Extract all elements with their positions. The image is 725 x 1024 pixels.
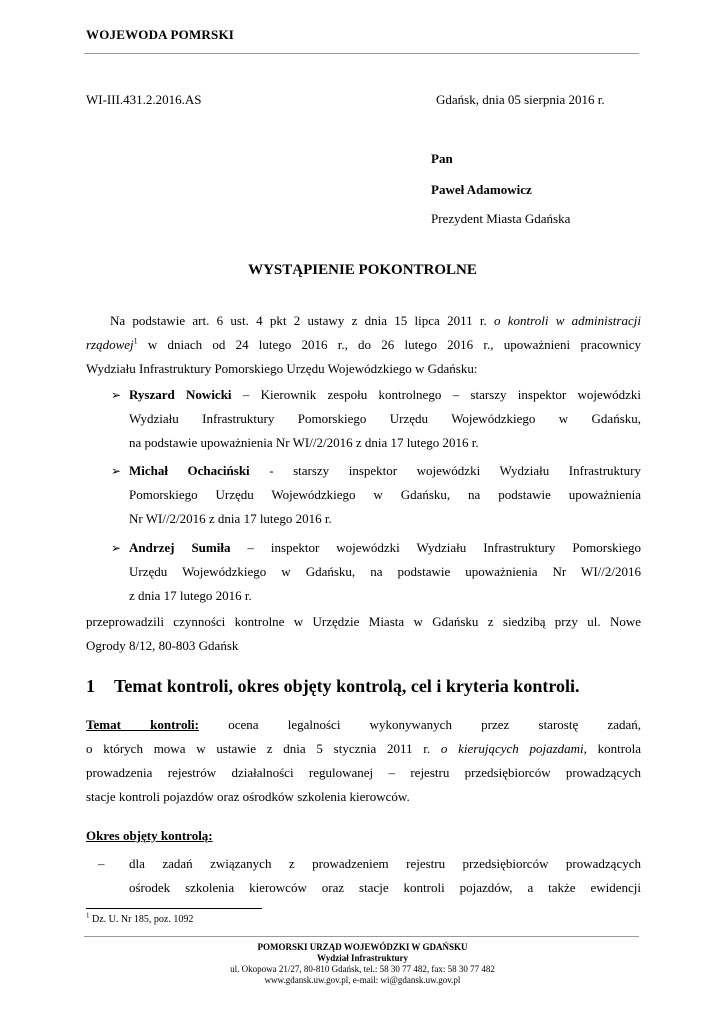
footer-contact: www.gdansk.uw.gov.pl, e-mail: wi@gdansk.uw.gov.pl	[264, 975, 461, 985]
intro-act-title: o kontroli w administracji	[493, 313, 641, 328]
inspector-role: - starszy inspektor wojewódzki Wydziału Infrastruktury	[249, 463, 641, 478]
topic-text-3: , kontrola	[583, 741, 641, 756]
footer-department: Wydział Infrastruktury	[317, 953, 408, 963]
inspector-line-1	[129, 383, 641, 407]
footnote-mark: 1	[86, 911, 90, 920]
document-title: WYSTĄPIENIE POKONTROLNE	[248, 262, 477, 278]
inspector-role: – Kierownik zespołu kontrolnego – starszy inspektor wojewódzki	[231, 387, 641, 402]
topic-paragraph	[86, 713, 641, 809]
recipient-salutation: Pan	[431, 151, 453, 166]
footnote-text: Dz. U. Nr 185, poz. 1092	[89, 914, 194, 925]
inspector-line-1	[129, 536, 641, 560]
footnote-separator	[86, 908, 262, 909]
footer-divider	[84, 936, 639, 937]
recipient-name: Paweł Adamowicz	[431, 182, 532, 197]
arrow-bullet-icon: ➢	[111, 464, 122, 478]
topic-act-title: o kierujących pojazdami	[440, 741, 584, 756]
intro-act-title-end: rządowej	[86, 337, 134, 352]
reference-number: WI-III.431.2.2016.AS	[86, 92, 202, 107]
place-date: Gdańsk, dnia 05 sierpnia 2016 r.	[436, 92, 605, 107]
intro-text-2: w dniach od 24 lutego 2016 r., do 26 lutego 2016 r., upoważnieni pracownicy	[137, 337, 641, 352]
inspector-line-2: Pomorskiego Urzędu Wojewódzkiego w Gdańsku, na podstawie upoważnienia	[129, 487, 641, 502]
period-line-2: ośrodek szkolenia kierowców oraz stacje kontroli pojazdów, a także ewidencji	[129, 880, 641, 895]
section-heading	[86, 676, 580, 697]
topic-text: ocena legalności wykonywanych przez starostę zadań,	[199, 717, 641, 732]
intro-paragraph	[86, 309, 641, 381]
intro-line-1	[86, 309, 641, 333]
arrow-bullet-icon: ➢	[111, 388, 122, 402]
issuing-authority: WOJEWODA POMRSKI	[86, 27, 235, 42]
topic-line-2	[86, 737, 641, 761]
intro-line-3: Wydziału Infrastruktury Pomorskiego Urzędu Wojewódzkiego w Gdańsku:	[86, 361, 478, 376]
dash-bullet-icon: –	[98, 856, 105, 871]
conducted-line-1: przeprowadzili czynności kontrolne w Urzędzie Miasta w Gdańsku z siedzibą przy ul. Nowe	[86, 614, 641, 629]
section-title: Temat kontroli, okres objęty kontrolą, cel i kryteria kontroli.	[114, 676, 580, 696]
conducted-line-2: Ogrody 8/12, 80-803 Gdańsk	[86, 638, 239, 653]
inspector-line-2: Urzędu Wojewódzkiego w Gdańsku, na podstawie upoważnienia Nr WI//2/2016	[129, 564, 641, 579]
inspector-name: Michał Ochaciński	[129, 463, 250, 478]
recipient-position: Prezydent Miasta Gdańska	[431, 211, 571, 226]
arrow-bullet-icon: ➢	[111, 541, 122, 555]
inspector-line-1	[129, 459, 641, 483]
inspector-line-3: na podstawie upoważnienia Nr WI//2/2016 z dnia 17 lutego 2016 r.	[129, 435, 479, 450]
footnote	[86, 911, 194, 925]
topic-text-2: o których mowa w ustawie z dnia 5 stycznia 2011 r.	[86, 741, 441, 756]
intro-text: Na podstawie art. 6 ust. 4 pkt 2 ustawy z dnia 15 lipca 2011 r.	[110, 313, 494, 328]
inspector-role: – inspektor wojewódzki Wydziału Infrastruktury Pomorskiego	[230, 540, 642, 555]
inspector-item	[111, 383, 641, 455]
period-label: Okres objęty kontrolą:	[86, 828, 213, 843]
inspector-name: Ryszard Nowicki	[129, 387, 232, 402]
inspector-item	[111, 459, 641, 531]
topic-line-1	[86, 713, 641, 737]
inspector-line-3: z dnia 17 lutego 2016 r.	[129, 588, 252, 603]
inspector-line-2: Wydziału Infrastruktury Pomorskiego Urzędu Wojewódzkiego w Gdańsku,	[129, 411, 641, 426]
header-divider	[84, 53, 639, 54]
section-number: 1	[86, 676, 95, 696]
topic-line-4: stacje kontroli pojazdów oraz ośrodków szkolenia kierowców.	[86, 789, 410, 804]
topic-line-3: prowadzenia rejestrów działalności regulowanej – rejestru przedsiębiorców prowadzących	[86, 765, 641, 780]
period-line-1: dla zadań związanych z prowadzeniem rejestru przedsiębiorców prowadzących	[129, 856, 641, 871]
topic-label: Temat kontroli:	[86, 717, 199, 732]
inspector-item	[111, 536, 641, 608]
intro-line-2	[86, 333, 641, 357]
footer-office: POMORSKI URZĄD WOJEWÓDZKI W GDAŃSKU	[257, 942, 468, 952]
footnote-ref: 1	[133, 336, 138, 346]
inspector-name: Andrzej Sumiła	[129, 540, 231, 555]
inspector-line-3: Nr WI//2/2016 z dnia 17 lutego 2016 r.	[129, 511, 332, 526]
footer-address: ul. Okopowa 21/27, 80-810 Gdańsk, tel.: 58 30 77 482, fax: 58 30 77 482	[230, 964, 495, 974]
conducted-paragraph	[86, 610, 641, 658]
